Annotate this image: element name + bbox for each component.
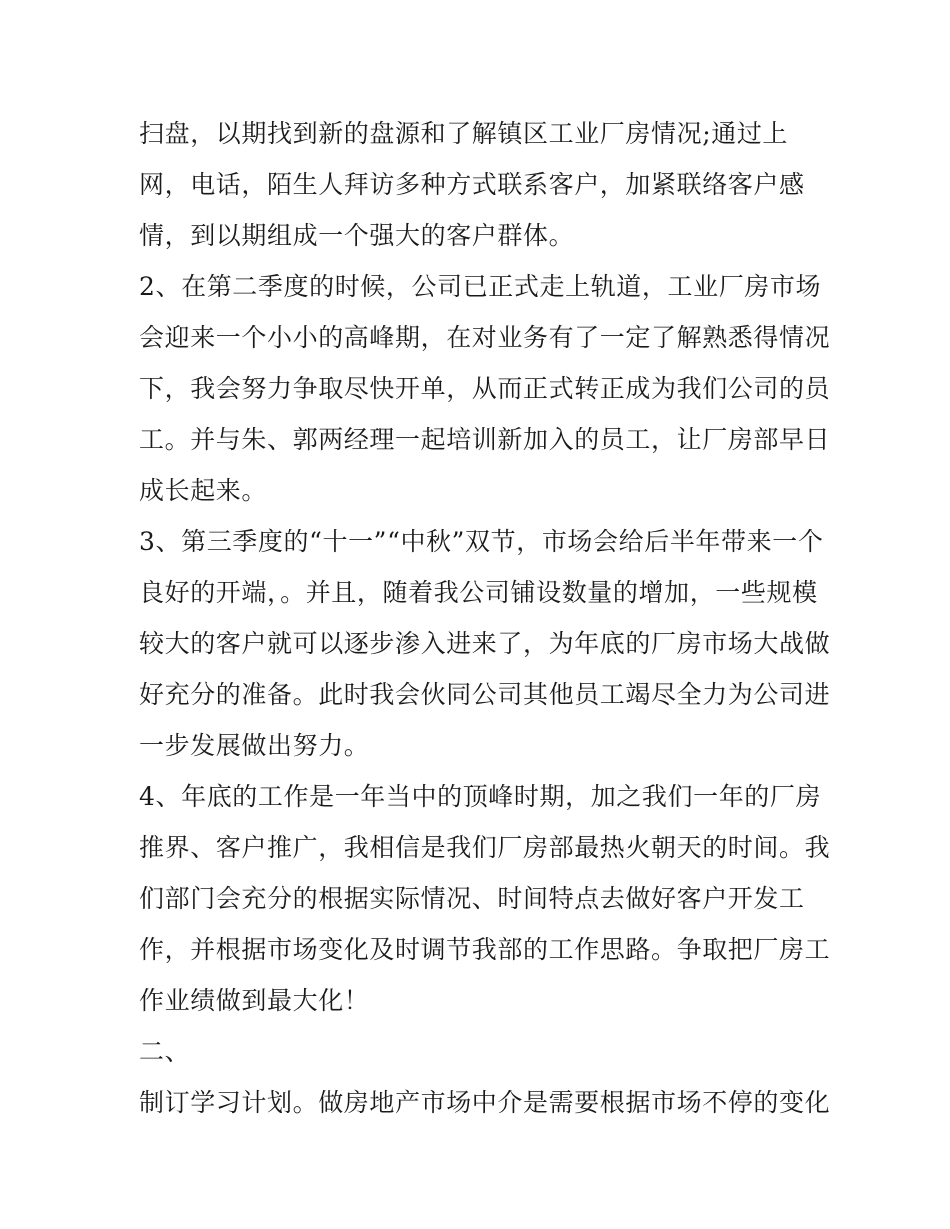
text-line: 作，并根据市场变化及时调节我部的工作思路。争取把厂房工: [139, 935, 831, 964]
text-line: 一步发展做出努力。: [139, 731, 370, 760]
text-line: 会迎来一个小小的高峰期，在对业务有了一定了解熟悉得情况: [139, 323, 831, 352]
text-line: 4、年底的工作是一年当中的顶峰时期，加之我们一年的厂房: [139, 782, 822, 811]
text-line: 们部门会充分的根据实际情况、时间特点去做好客户开发工: [139, 884, 805, 913]
text-line: 推界、客户推广，我相信是我们厂房部最热火朝天的时间。我: [139, 833, 831, 862]
text-line: 作业绩做到最大化！: [139, 986, 370, 1015]
text-line: 好充分的准备。此时我会伙同公司其他员工竭尽全力为公司进: [139, 680, 831, 709]
text-line: 工。并与朱、郭两经理一起培训新加入的员工，让厂房部早日: [139, 425, 831, 454]
text-line: 3、第三季度的“十一”“中秋”双节，市场会给后半年带来一个: [139, 527, 824, 556]
text-line: 成长起来。: [139, 476, 268, 505]
text-line: 良好的开端，。并且，随着我公司铺设数量的增加，一些规模: [139, 578, 818, 607]
text-line: 制订学习计划。做房地产市场中介是需要根据市场不停的变化: [139, 1088, 831, 1117]
text-line: 网，电话，陌生人拜访多种方式联系客户，加紧联络客户感: [139, 170, 805, 199]
text-line: 较大的客户就可以逐步渗入进来了，为年底的厂房市场大战做: [139, 629, 831, 658]
text-line: 情，到以期组成一个强大的客户群体。: [139, 221, 575, 250]
text-line: 下，我会努力争取尽快开单，从而正式转正成为我们公司的员: [139, 374, 831, 403]
document-body: [139, 108, 831, 1128]
text-line: 二、: [139, 1037, 191, 1066]
text-line: 2、在第二季度的时候，公司已正式走上轨道，工业厂房市场: [139, 272, 822, 301]
text-line: 扫盘，以期找到新的盘源和了解镇区工业厂房情况;通过上: [139, 119, 789, 148]
